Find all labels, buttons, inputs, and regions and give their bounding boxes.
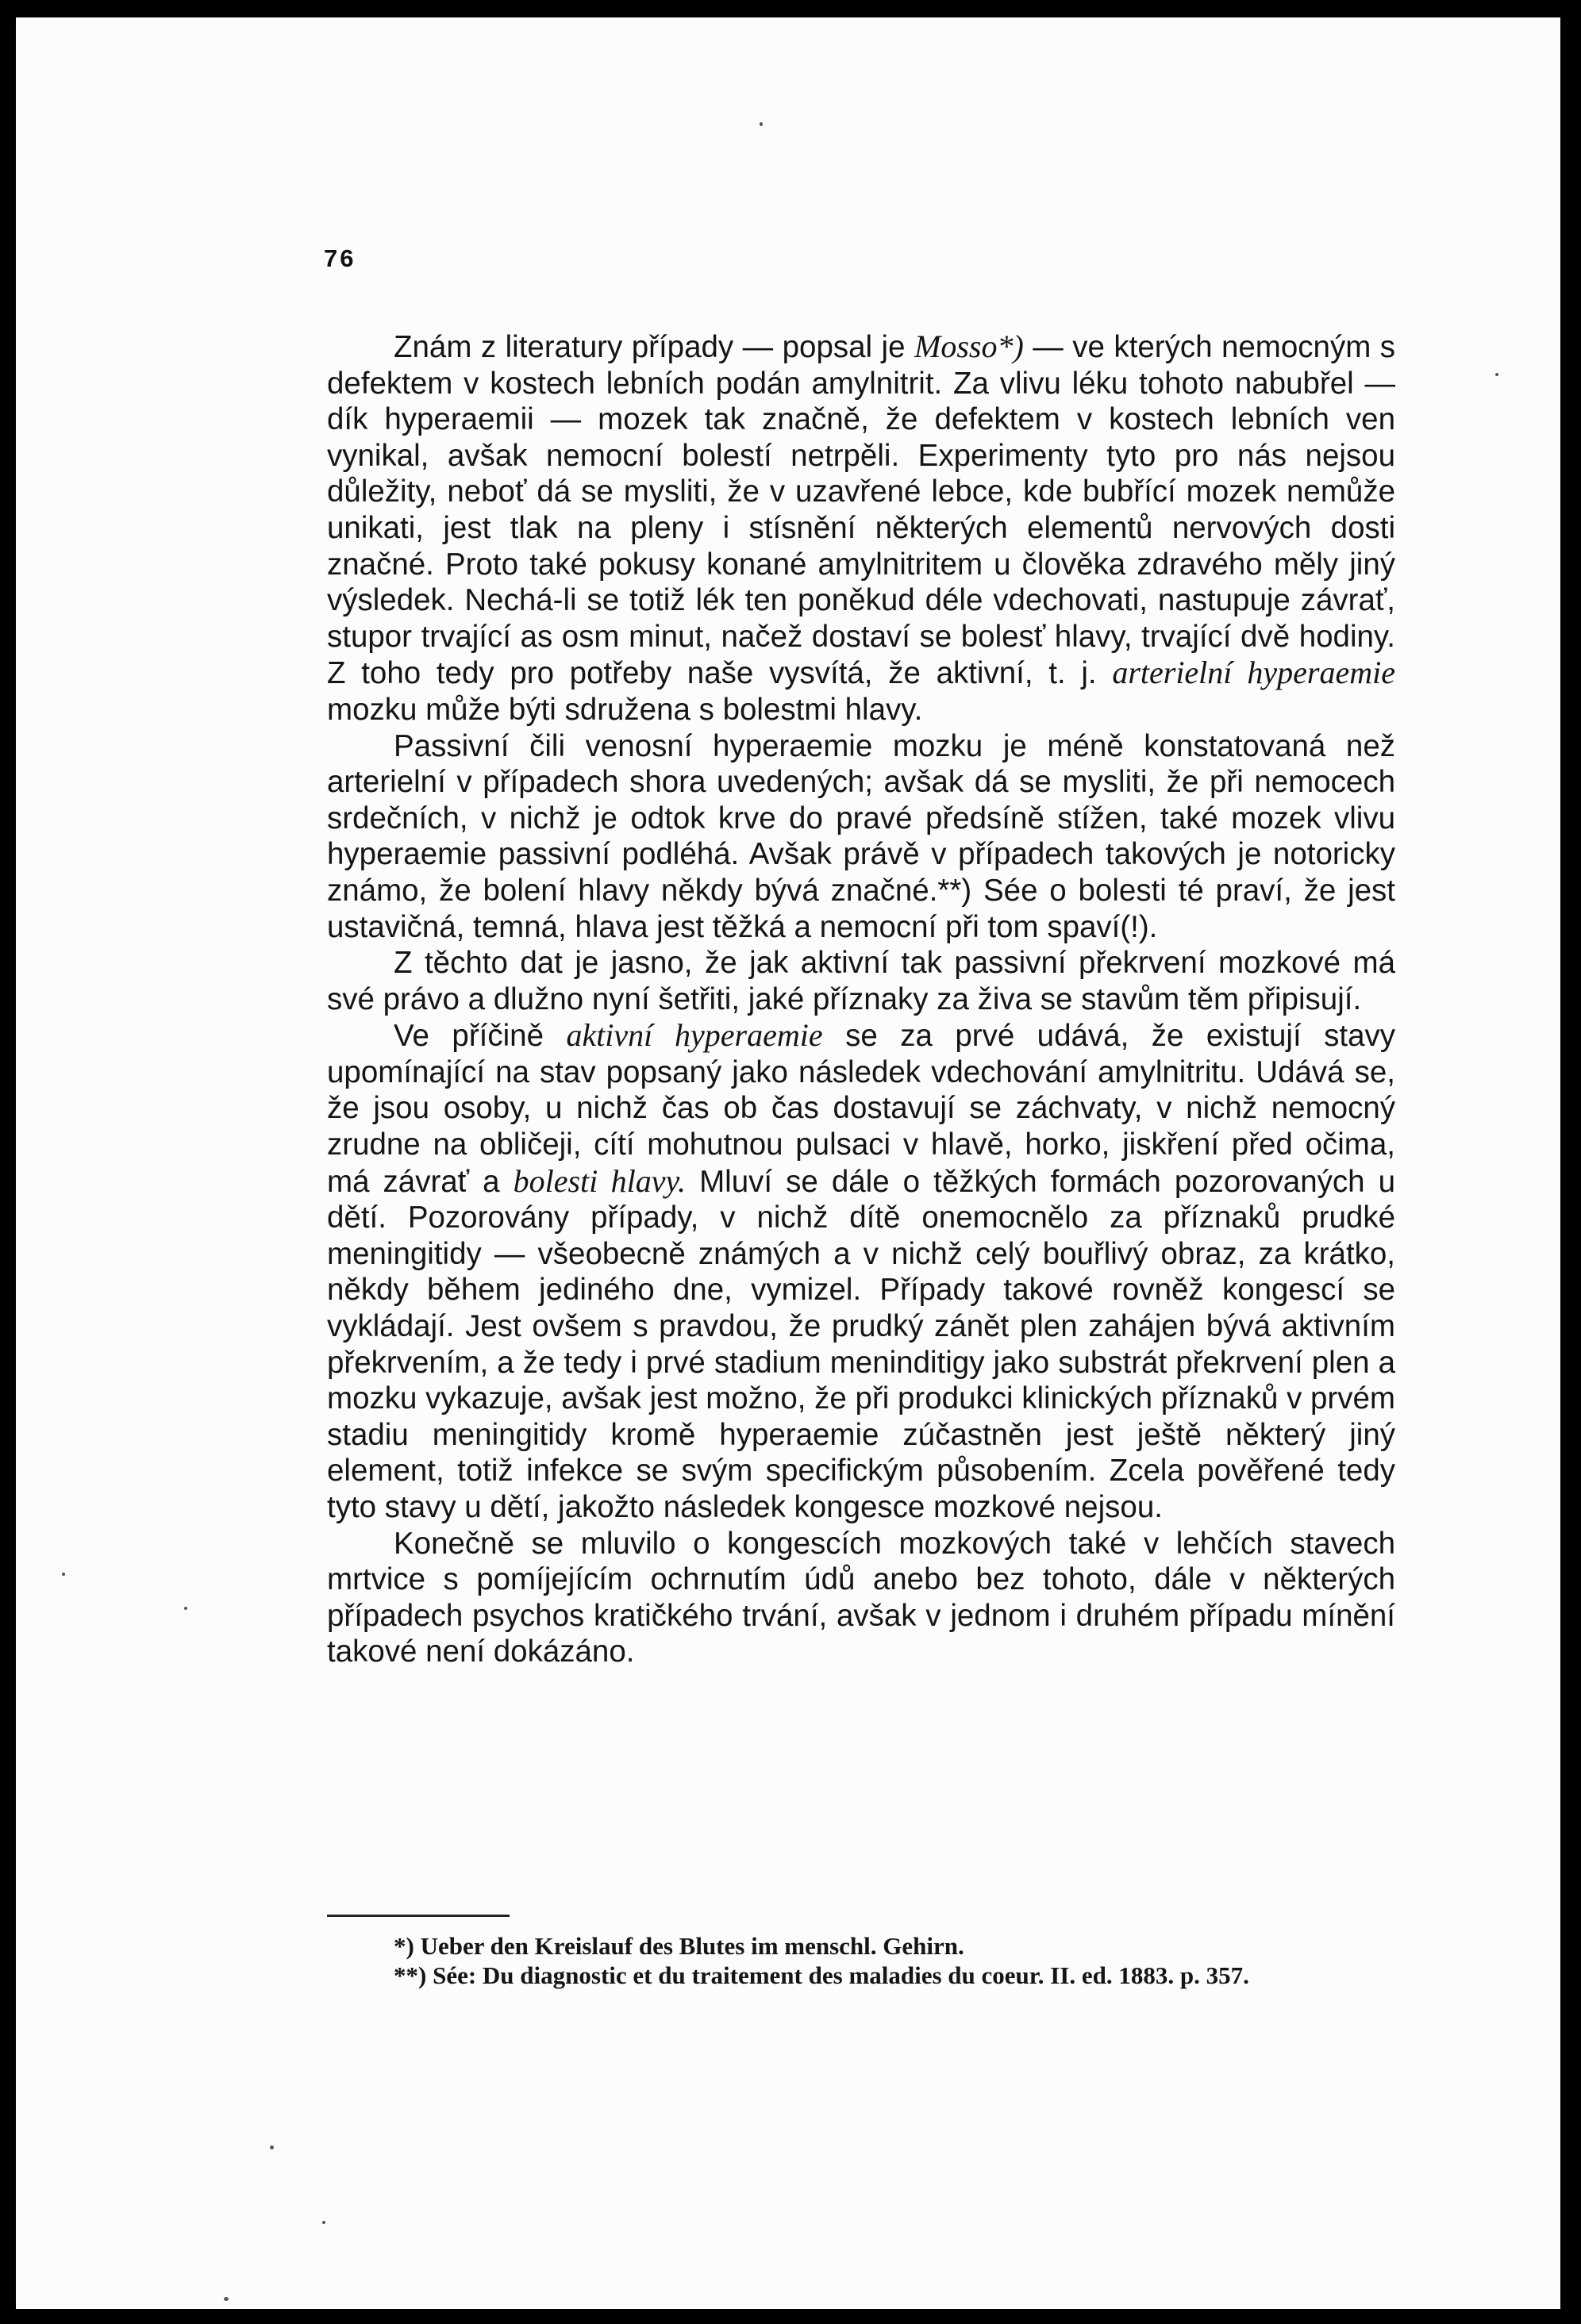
- text-run: Z těchto dat je jasno, že jak aktivní tak passivní překrvení mozkové má své právo a dlužno nyní šetřiti, jaké příznaky za živa se stavům těm připisují.: [327, 946, 1395, 1016]
- text-run: Konečně se mluvilo o kongescích mozkových také v lehčích stavech mrtvice s pomíjejícím ochrnutím údů anebo bez tohoto, dále v některých případech psychos kratičkého trvání, avšak v jednom i druhém případu mínění takové není dokázáno.: [327, 1526, 1395, 1669]
- scan-speck: [62, 1573, 65, 1576]
- text-run: Ve příčině: [394, 1019, 567, 1054]
- text-run: — ve kterých nemocným s defektem v kostech lebních podán amylnitrit. Za vlivu léku tohoto nabubřel — dík hyperaemii — mozek tak značně, že defektem v kostech lebních ven vynikal, avšak nemocní bolestí netrpěli. Experimenty tyto pro nás nejsou důležity, neboť dá se mysliti, že v uzavřené lebce, kde bubřící mozek nemůže unikati, jest tlak na pleny i stísnění některých elementů nervových dosti značné. Proto také pokusy konané amylnitritem u člověka zdravého měly jiný výsledek. Nechá-li se totiž lék ten poněkud déle vdechovati, nastupuje závrať, stupor trvající as osm minut, načež dostaví se bolesť hlavy, trvající dvě hodiny. Z toho tedy pro potřeby naše vysvítá, že aktivní, t. j.: [327, 330, 1396, 691]
- text-run: Mluví se dále o těžkých formách pozorovaných u dětí. Pozorovány případy, v nichž dítě onemocnělo za příznaků prudké meningitidy — všeobecně známých a v nichž celý bouřlivý obraz, za krátko, někdy během jediného dne, vymizel. Případy takové rovněž kongescí se vykládají. Jest ovšem s pravdou, že prudký zánět plen zahájen bývá aktivním překrvením, a že tedy i prvé stadium meninditigy jako substrát překrvení plen a mozku vykazuje, avšak jest možno, že při produkci klinických příznaků v prvém stadiu meningitidy kromě hyperaemie zúčastněn jest ještě některý jiný element, totiž infekce se svým specifickým působením. Zcela pověřené tedy tyto stavy u dětí, jakožto následek kongesce mozkové nejsou.: [327, 1164, 1395, 1524]
- book-page: [16, 17, 1560, 2309]
- text-run: Passivní čili venosní hyperaemie mozku je méně konstatovaná než arterielní v případech shora uvedených; avšak dá se mysliti, že při nemocech srdečních, v nichž je odtok krve do pravé předsíně stížen, také mozek vlivu hyperaemie passivní podléhá. Avšak právě v případech takových je notoricky známo, že bolení hlavy někdy bývá značné.**) Sée o bolesti té praví, že jest ustavičná, temná, hlava jest těžká a nemocní při tom spaví(!).: [327, 728, 1395, 944]
- emphasis-term: bolesti hlavy.: [513, 1162, 687, 1199]
- body-text: [327, 328, 1395, 1670]
- page-number: 76: [324, 244, 356, 272]
- scan-speck: [322, 2221, 325, 2224]
- footnotes: [327, 1931, 1395, 1990]
- paragraph: [327, 1526, 1395, 1670]
- paragraph: [327, 328, 1395, 728]
- footnote: **) Sée: Du diagnostic et du traitement des maladies du coeur. II. ed. 1883. p. 357.: [394, 1961, 1249, 1989]
- text-run: mozku může býti sdružena s bolestmi hlavy.: [327, 692, 923, 727]
- paragraph: [327, 728, 1395, 946]
- scan-speck: [1495, 373, 1498, 376]
- text-run: se za prvé udává, že existují stavy upomínající na stav popsaný jako následek vdechování amylnitritu. Udává se, že jsou osoby, u nichž čas ob čas dostavují se záchvaty, v nichž nemocný zrudne na obličeji, cítí mohutnou pulsaci v hlavě, horko, jiskření před očima, má závrať a: [327, 1019, 1395, 1199]
- paragraph: [327, 1017, 1395, 1525]
- scan-speck: [760, 122, 763, 126]
- author-reference: Mosso*): [914, 328, 1024, 364]
- paragraph: [327, 945, 1395, 1017]
- scan-speck: [224, 2297, 229, 2301]
- emphasis-term: arterielní hyperaemie: [1112, 655, 1395, 691]
- text-run: Znám z literatury případy — popsal je: [394, 330, 915, 364]
- footnote-divider: [327, 1915, 510, 1917]
- scan-speck: [270, 2145, 274, 2149]
- emphasis-term: aktivní hyperaemie: [566, 1017, 823, 1054]
- scan-speck: [184, 1607, 187, 1610]
- footnote: *) Ueber den Kreislauf des Blutes im menschl. Gehirn.: [394, 1932, 964, 1960]
